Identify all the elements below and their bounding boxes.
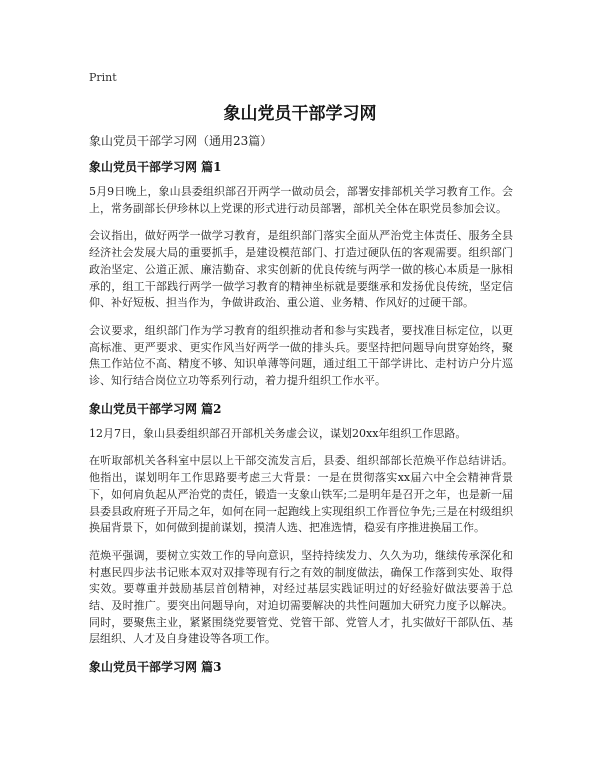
paragraph: 5月9日晚上，象山县委组织部召开两学一做动员会，部署安排部机关学习教育工作。会上，常务副部长伊珍林以上党课的形式进行动员部署，部机关全体在职党员参加会议。 bbox=[89, 185, 513, 215]
section-heading-2: 象山党员干部学习网 篇2 bbox=[89, 401, 222, 416]
print-link[interactable]: Print bbox=[89, 71, 117, 84]
paragraph: 在听取部机关各科室中层以上干部交流发言后，县委、组织部部长范焕平作总结讲话。他指出，谋划明年工作思路要考虑三大背景：一是在贯彻落实xx届六中全会精神背景下，如何肩负起从严治党的责任，锻造一支象山铁军;二是明年是召开之年，也是新一届县委县政府班子开局之年，如何在同一起跑线上实现组织工作晋位争先;三是在村级组织换届背景下，如何做到提前谋划，摸清人选、把准选情，稳妥有序推进换届工作。 bbox=[89, 454, 514, 535]
paragraph: 12月7日，象山县委组织部召开部机关务虚会议，谋划20xx年组织工作思路。 bbox=[89, 426, 467, 440]
paragraph: 会议指出，做好两学一做学习教育，是组织部门落实全面从严治党主体责任、服务全县经济社会发展大局的重要抓手，是建设模范部门、打造过硬队伍的客观需要。组织部门政治坚定、公道正派、廉洁勤奋、求实创新的优良传统与两学一做的核心本质是一脉相承的，组工干部践行两学一做学习教育的精神坐标就是要继承和发扬优良传统，坚定信仰、补好短板、担当作为，争做讲政治、重公道、业务精、作风好的过硬干部。 bbox=[89, 229, 513, 310]
document-body bbox=[89, 133, 513, 684]
paragraph: 会议要求，组织部门作为学习教育的组织推动者和参与实践者，要找准目标定位，以更高标准、更严要求、更实作风当好两学一做的排头兵。要坚持把问题导向贯穿始终，聚焦工作站位不高、精度不够、知识单薄等问题，通过组工干部学讲比、走村访户分片巡诊、知行结合岗位立功等系列行动，着力提升组织工作水平。 bbox=[89, 323, 513, 388]
section-heading-3: 象山党员干部学习网 篇3 bbox=[89, 660, 222, 675]
section-heading-1: 象山党员干部学习网 篇1 bbox=[89, 160, 222, 174]
page-title: 象山党员干部学习网 bbox=[223, 104, 377, 124]
document-subtitle: 象山党员干部学习网（通用23篇） bbox=[89, 134, 273, 148]
paragraph: 范焕平强调，要树立实效工作的导向意识，坚持持续发力、久久为功，继续传承深化和村惠民四步法书记账本双对双排等现有行之有效的制度做法，确保工作落到实处、取得实效。要尊重并鼓励基层首创精神，对经过基层实践证明过的好经验好做法要善于总结、及时推广。要突出问题导向，对迫切需要解决的共性问题加大研究力度予以解决。同时，要聚焦主业，紧紧围绕党要管党、党管干部、党管人才，扎实做好干部队伍、基层组织、人才及自身建设等各项工作。 bbox=[89, 548, 513, 646]
